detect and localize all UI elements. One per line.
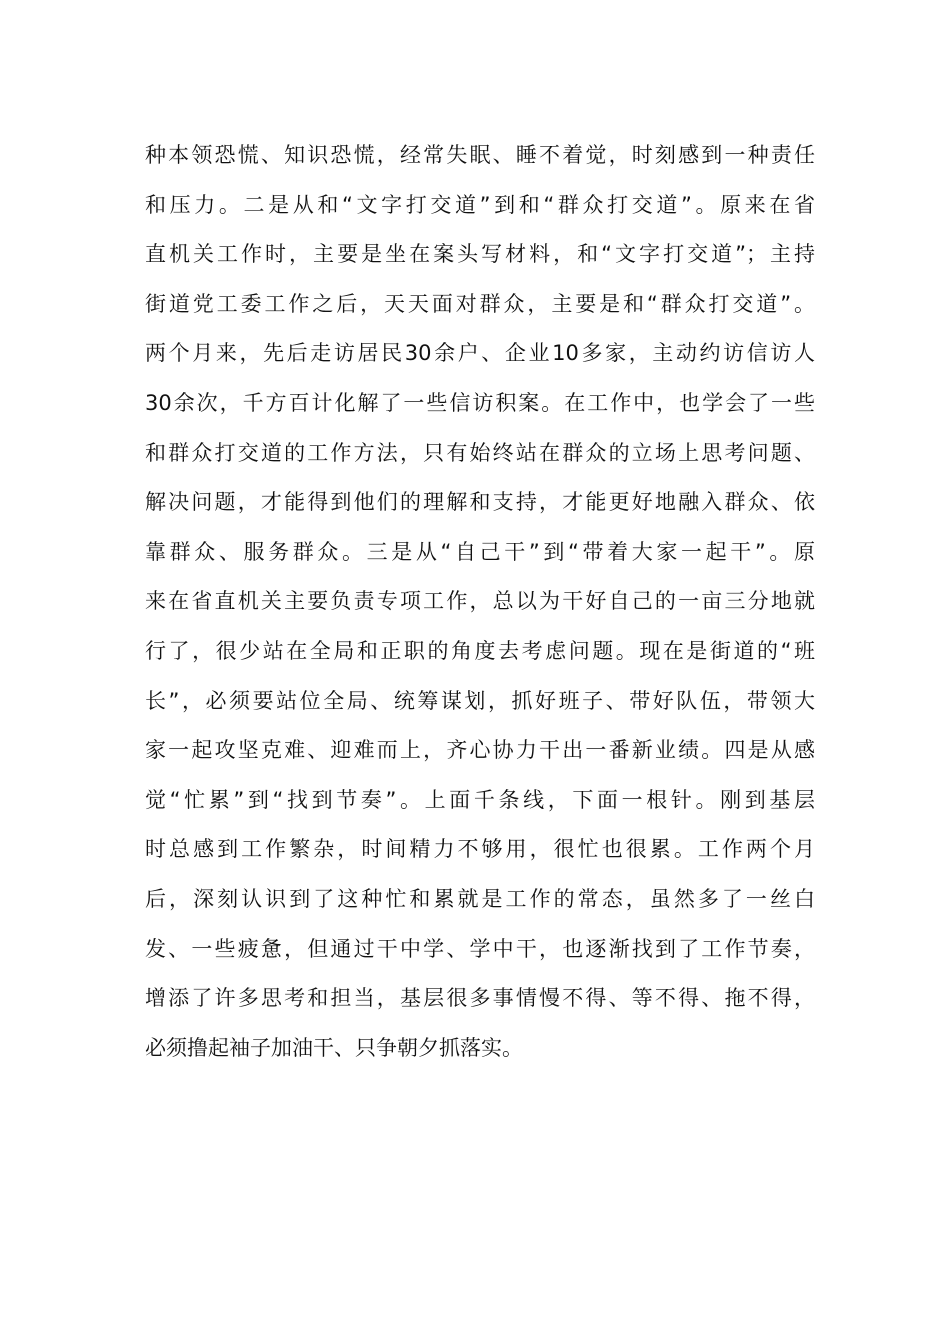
- text-line: 解决问题，才能得到他们的理解和支持，才能更好地融入群众、依: [145, 490, 815, 515]
- text-line: 和压力。二是从和“文字打交道”到和“群众打交道”。原来在省: [145, 192, 815, 217]
- text-line: 觉“忙累”到“找到节奏”。上面千条线，下面一根针。刚到基层: [145, 787, 815, 812]
- text-line-last: 必须撸起袖子加油干、只争朝夕抓落实。: [145, 1035, 523, 1060]
- text-line: 增添了许多思考和担当，基层很多事情慢不得、等不得、拖不得，: [145, 986, 815, 1011]
- text-line: 发、一些疲惫，但通过干中学、学中干，也逐渐找到了工作节奏，: [145, 936, 815, 961]
- text-line: 靠群众、服务群众。三是从“自己干”到“带着大家一起干”。原: [145, 539, 815, 564]
- text-line: 家一起攻坚克难、迎难而上，齐心协力干出一番新业绩。四是从感: [145, 738, 815, 763]
- text-line: 直机关工作时，主要是坐在案头写材料，和“文字打交道”；主持: [145, 242, 815, 267]
- body-paragraph: [145, 131, 815, 1073]
- text-line: 后，深刻认识到了这种忙和累就是工作的常态，虽然多了一丝白: [145, 886, 815, 911]
- text-line: 来在省直机关主要负责专项工作，总以为干好自己的一亩三分地就: [145, 589, 815, 614]
- text-line: 时总感到工作繁杂，时间精力不够用，很忙也很累。工作两个月: [145, 837, 815, 862]
- text-line: 两个月来，先后走访居民30余户、企业10多家，主动约访信访人: [145, 341, 815, 366]
- text-line: 30余次，千方百计化解了一些信访积案。在工作中，也学会了一些: [145, 390, 815, 415]
- text-line: 种本领恐慌、知识恐慌，经常失眠、睡不着觉，时刻感到一种责任: [145, 143, 815, 167]
- text-line: 行了，很少站在全局和正职的角度去考虑问题。现在是街道的“班: [145, 638, 815, 663]
- text-line: 和群众打交道的工作方法，只有始终站在群众的立场上思考问题、: [145, 440, 815, 465]
- text-line: 街道党工委工作之后，天天面对群众，主要是和“群众打交道”。: [145, 291, 815, 316]
- text-line: 长”，必须要站位全局、统筹谋划，抓好班子、带好队伍，带领大: [145, 688, 815, 713]
